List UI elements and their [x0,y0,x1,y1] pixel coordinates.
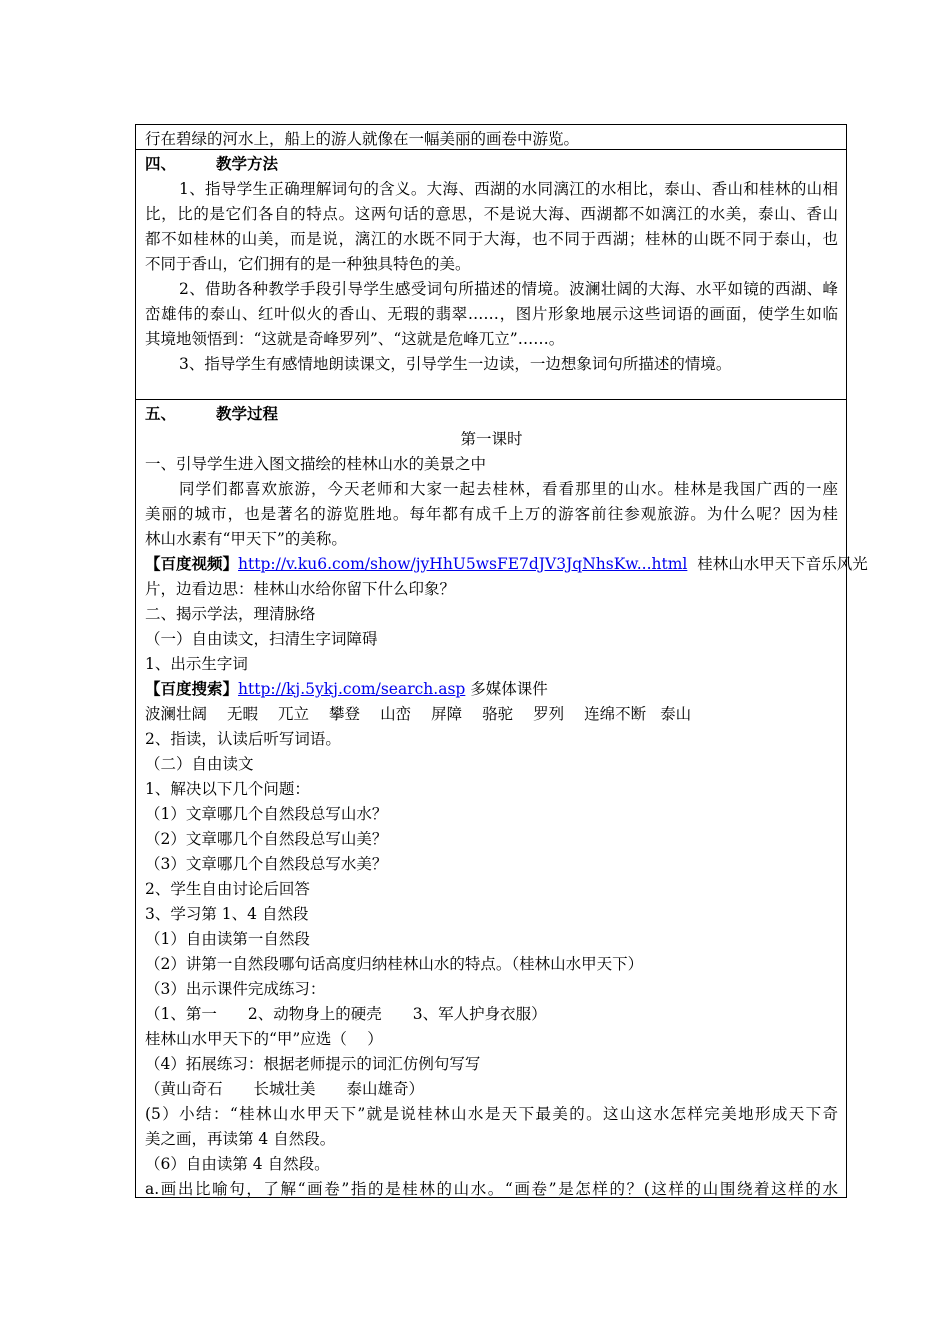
exercise-options: （1、第一 2、动物身上的硬壳 3、军人护身衣服） [145,1005,547,1023]
method-p3: 3、指导学生有感情地朗读课文，引导学生一边读，一边想象词句所描述的情境。 [179,355,732,373]
intro-line: 林山水素有“甲天下”的美称。 [145,530,347,548]
video-question: 片，边看边思：桂林山水给你留下什么印象？ [145,580,456,598]
exercise: a.画出比喻句，了解“画卷”指的是桂林的山水。“画卷”是怎样的？(这样的山围绕着这样的水 [145,1180,838,1198]
vocab-word: 山峦 [380,705,412,723]
method-p2-line: 其境地领悟到：“这就是奇峰罗列”、“这就是危峰兀立”……。 [145,330,565,348]
item-text: 2、学生自由讨论后回答 [145,880,310,898]
section-heading-process: 五、 教学过程 [145,404,279,423]
sub-heading: （二）自由读文 [145,755,254,773]
row-divider [136,399,846,400]
video-resource: 【百度视频】http://v.ku6.com/show/jyHhU5wsFE7dJV3JqNhsKw...html 桂林山水甲天下音乐风光 [145,554,868,573]
question: （3）文章哪几个自然段总写水美？ [145,855,388,873]
method-p1-line: 比，比的是它们各自的特点。这两句话的意思，不是说大海、西湖都不如漓江的水美，泰山、香山 [145,205,838,223]
method-p2-line: 2、借助各种教学手段引导学生感受词句所描述的情境。波澜壮阔的大海、水平如镜的西湖、峰 [179,280,838,298]
summary-line: (5）小结：“桂林山水甲天下”就是说桂林山水是天下最美的。这山这水怎样完美地形成天下奇 [145,1105,838,1123]
question: （1）文章哪几个自然段总写山水？ [145,805,388,823]
row-divider [136,149,846,150]
step-heading: 一、引导学生进入图文描绘的桂林山水的美景之中 [145,455,487,473]
video-link[interactable]: http://v.ku6.com/show/jyHhU5wsFE7dJV3JqNhsKw...html [238,555,688,573]
method-p1-line: 1、指导学生正确理解词句的含义。大海、西湖的水同漓江的水相比，泰山、香山和桂林的山相 [179,180,838,198]
intro-line: 同学们都喜欢旅游，今天老师和大家一起去桂林，看看那里的山水。桂林是我国广西的一座 [179,480,838,498]
sub-heading: （一）自由读文，扫清生字词障碍 [145,630,378,648]
exercise: 桂林山水甲天下的“甲”应选（ ） [145,1030,383,1048]
lesson-title: 第一课时 [460,430,523,448]
summary-line: 美之画，再读第 4 自然段。 [145,1130,336,1148]
method-p1-line: 不同于香山，它们拥有的是一种独具特色的美。 [145,255,471,273]
vocab-word: 兀立 [278,705,310,723]
continued-text: 行在碧绿的河水上，船上的游人就像在一幅美丽的画卷中游览。 [145,130,580,148]
vocab-word: 屏障 [431,705,463,723]
exercise: （6）自由读第 4 自然段。 [145,1155,330,1173]
item-text: 1、出示生字词 [145,655,248,673]
vocab-word: 无暇 [227,705,259,723]
exercise: （2）讲第一自然段哪句话高度归纳桂林山水的特点。（桂林山水甲天下） [145,955,644,973]
search-link[interactable]: http://kj.5ykj.com/search.asp [238,680,466,698]
lesson-plan-table [135,124,868,1198]
method-p1-line: 都不如桂林的山美，而是说，漓江的水既不同于大海，也不同于西湖；桂林的山既不同于泰山，也 [145,230,838,248]
exercise: （3）出示课件完成练习： [145,980,326,998]
exercise-words: （黄山奇石 长城壮美 泰山雄奇） [145,1080,425,1098]
section-heading-method: 四、 教学方法 [145,154,279,173]
vocab-word: 攀登 [329,705,361,723]
vocab-word: 波澜壮阔 [145,705,208,723]
item-text: 1、解决以下几个问题： [145,780,310,798]
question: （2）文章哪几个自然段总写山美？ [145,830,388,848]
method-p2-line: 峦雄伟的泰山、红叶似火的香山、无瑕的翡翠……，图片形象地展示这些词语的画面，使学生如临 [145,305,838,323]
vocabulary-list [145,704,838,724]
step-heading: 二、揭示学法，理清脉络 [145,605,316,623]
vocab-word: 连绵不断 [584,705,647,723]
vocab-word: 泰山 [660,705,692,723]
intro-line: 美丽的城市，也是著名的游览胜地。每年都有成千上万的游客前往参观旅游。为什么呢？因为桂 [145,505,838,523]
vocab-word: 骆驼 [482,705,514,723]
search-resource: 【百度搜索】http://kj.5ykj.com/search.asp 多媒体课件 [145,679,548,698]
exercise: （1）自由读第一自然段 [145,930,310,948]
item-text: 2、指读，认读后听写词语。 [145,730,341,748]
vocab-word: 罗列 [533,705,565,723]
exercise: （4）拓展练习：根据老师提示的词汇仿例句写写 [145,1055,481,1073]
item-text: 3、学习第 1、4 自然段 [145,905,309,923]
